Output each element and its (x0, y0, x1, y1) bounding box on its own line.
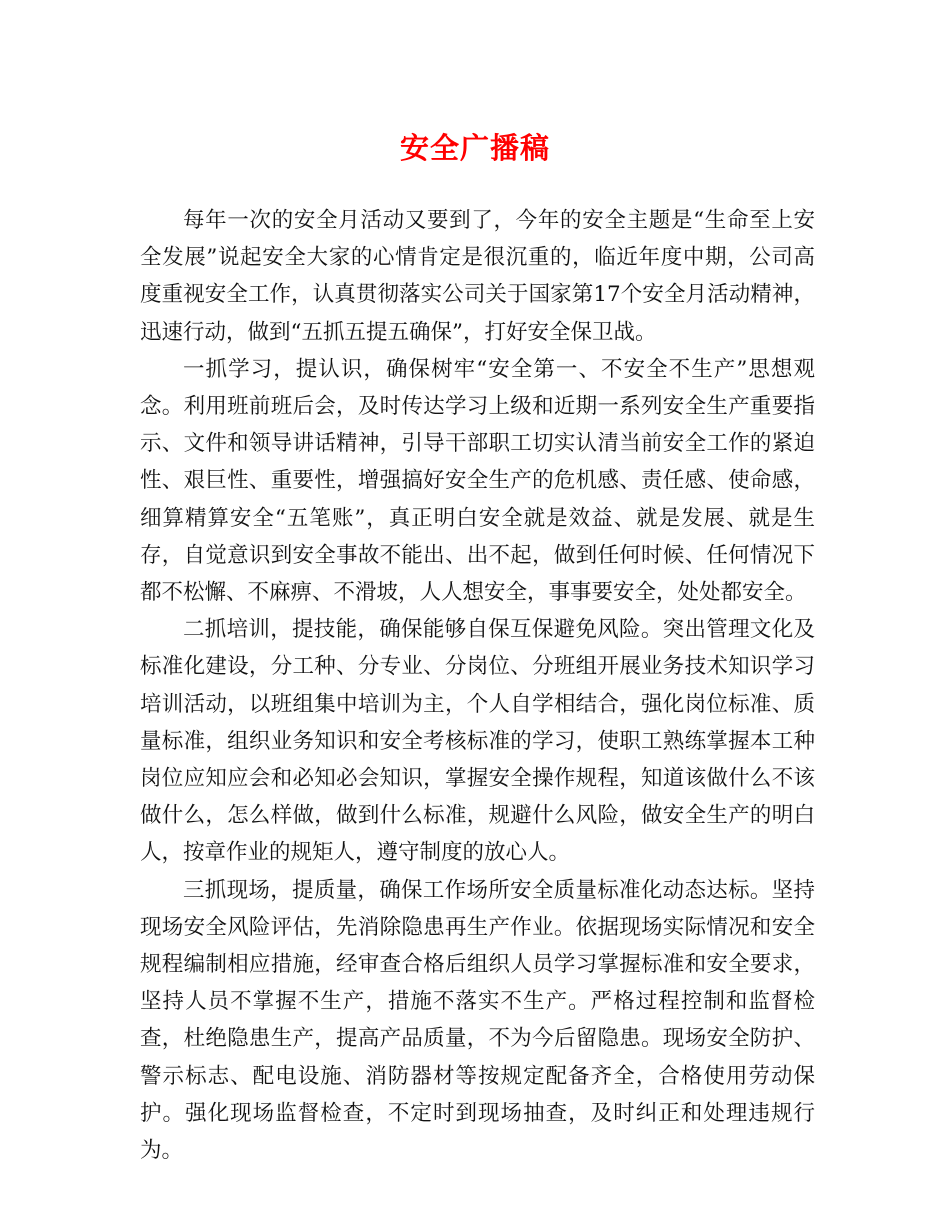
paragraph-intro: 每年一次的安全月活动又要到了，今年的安全主题是“生命至上安全发展”说起安全大家的心情肯定是很沉重的，临近年度中期，公司高度重视安全工作，认真贯彻落实公司关于国家第17个安全月活动精神，迅速行动，做到“五抓五提五确保”，打好安全保卫战。 (140, 208, 815, 345)
document-body (140, 202, 815, 1169)
document-title: 安全广播稿 (399, 131, 550, 165)
paragraph-study: 一抓学习，提认识，确保树牢“安全第一、不安全不生产”思想观念。利用班前班后会，及时传达学习上级和近期一系列安全生产重要指示、文件和领导讲话精神，引导干部职工切实认清当前安全工作的紧迫性、艰巨性、重要性，增强搞好安全生产的危机感、责任感、使命感，细算精算安全“五笔账”，真正明白安全就是效益、就是发展、就是生存，自觉意识到安全事故不能出、出不起，做到任何时候、任何情况下都不松懈、不麻痹、不滑坡，人人想安全，事事要安全，处处都安全。 (140, 356, 815, 606)
paragraph-training: 二抓培训，提技能，确保能够自保互保避免风险。突出管理文化及标准化建设，分工种、分专业、分岗位、分班组开展业务技术知识学习培训活动，以班组集中培训为主，个人自学相结合，强化岗位标准、质量标准，组织业务知识和安全考核标准的学习，使职工熟练掌握本工种岗位应知应会和必知必会知识，掌握安全操作规程，知道该做什么不该做什么，怎么样做，做到什么标准，规避什么风险，做安全生产的明白人，按章作业的规矩人，遵守制度的放心人。 (140, 617, 815, 866)
paragraph-site: 三抓现场，提质量，确保工作场所安全质量标准化动态达标。坚持现场安全风险评估，先消除隐患再生产作业。依据现场实际情况和安全规程编制相应措施，经审查合格后组织人员学习掌握标准和安全要求，坚持人员不掌握不生产，措施不落实不生产。严格过程控制和监督检查，杜绝隐患生产，提高产品质量，不为今后留隐患。现场安全防护、警示标志、配电设施、消防器材等按规定配备齐全，合格使用劳动保护。强化现场监督检查，不定时到现场抽查，及时纠正和处理违规行为。 (140, 877, 815, 1164)
